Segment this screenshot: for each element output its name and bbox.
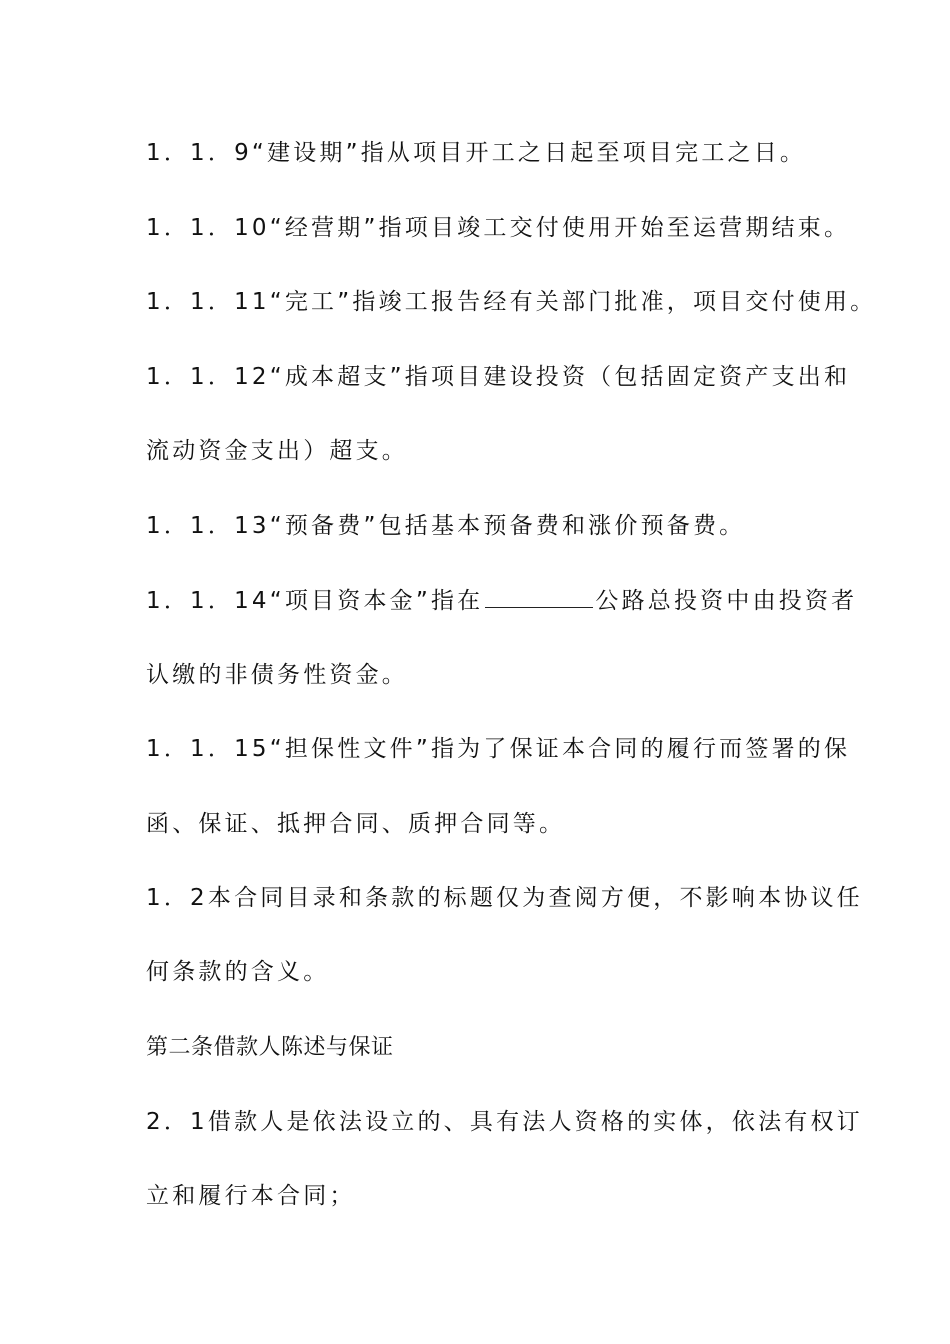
article-2-heading: 第二条借款人陈述与保证 [146, 1035, 394, 1060]
clause-1-1-14-after: 公路总投资中由投资者 [595, 588, 858, 614]
clause-1-1-14 [146, 585, 858, 616]
clause-1-1-12-cont: 流动资金支出）超支。 [146, 438, 408, 464]
clause-1-1-15: 1．1．15“担保性文件”指为了保证本合同的履行而签署的保 [146, 736, 851, 762]
clause-1-1-14-before: 1．1．14“项目资本金”指在 [146, 588, 484, 614]
fill-in-blank[interactable] [485, 585, 593, 608]
clause-1-1-13: 1．1．13“预备费”包括基本预备费和涨价预备费。 [146, 513, 746, 539]
clause-1-1-10: 1．1．10“经营期”指项目竣工交付使用开始至运营期结束。 [146, 215, 851, 241]
clause-2-1-cont: 立和履行本合同； [146, 1183, 356, 1209]
clause-1-1-12: 1．1．12“成本超支”指项目建设投资（包括固定资产支出和 [146, 364, 851, 390]
clause-1-1-14-cont: 认缴的非债务性资金。 [146, 662, 408, 688]
clause-1-1-11: 1．1．11“完工”指竣工报告经有关部门批准，项目交付使用。 [146, 289, 877, 315]
clause-2-1: 2．1借款人是依法设立的、具有法人资格的实体，依法有权订 [146, 1109, 863, 1135]
clause-1-2-cont: 何条款的含义。 [146, 959, 330, 985]
clause-1-1-9: 1．1．9“建设期”指从项目开工之日起至项目完工之日。 [146, 140, 807, 166]
clause-1-1-15-cont: 函、保证、抵押合同、质押合同等。 [146, 811, 566, 837]
clause-1-2: 1．2本合同目录和条款的标题仅为查阅方便，不影响本协议任 [146, 885, 863, 911]
